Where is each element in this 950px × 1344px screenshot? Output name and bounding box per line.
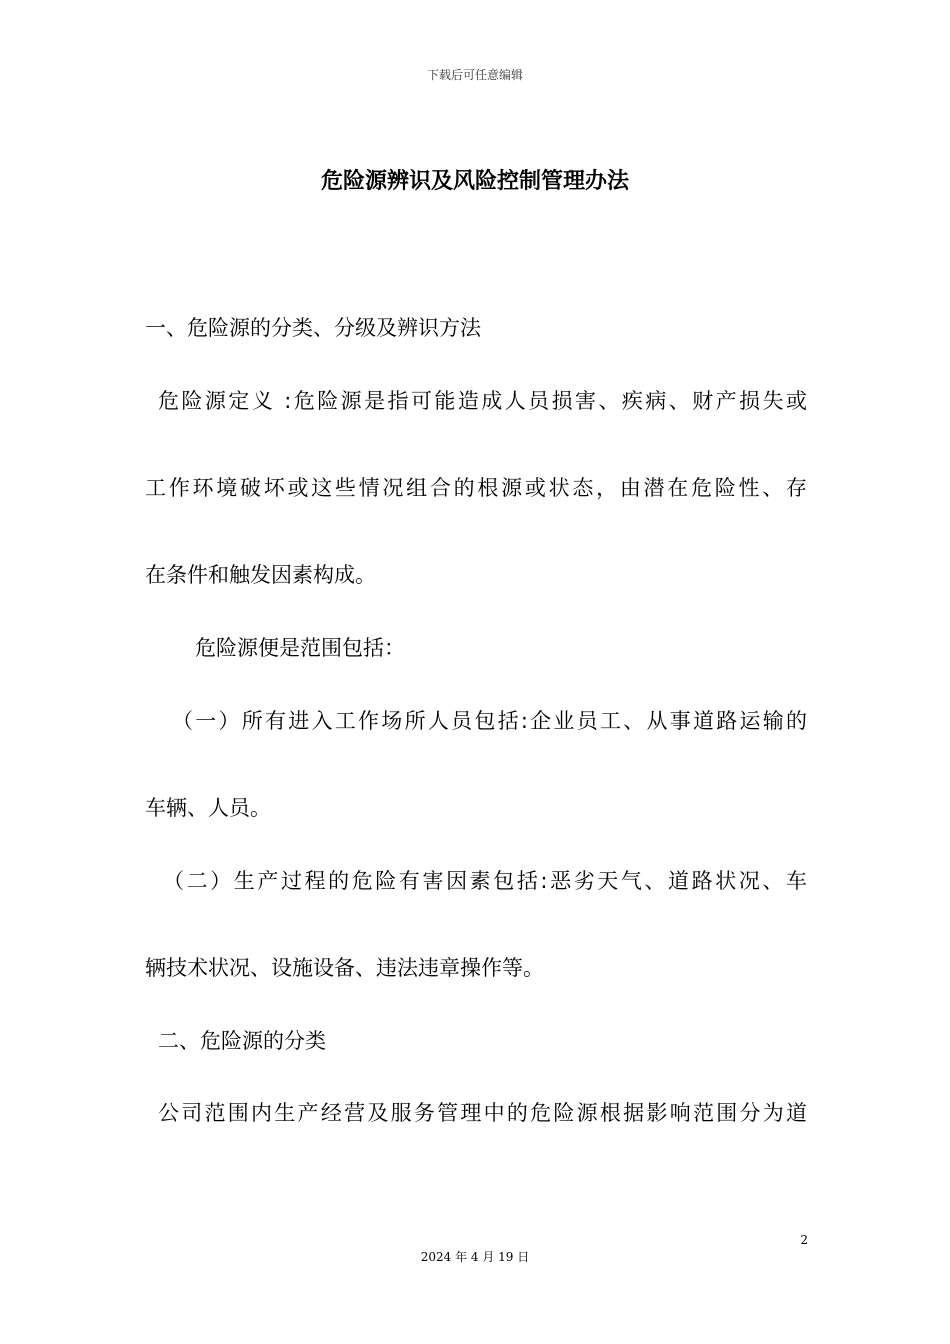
document-title: 危险源辨识及风险控制管理办法 [320, 169, 629, 194]
section-heading-2: 二、危险源的分类 [158, 1029, 326, 1053]
footer-date: 2024 年 4 月 19 日 [420, 1250, 530, 1264]
header-note: 下载后可任意编辑 [426, 68, 523, 82]
list-item-2: （二）生产过程的危险有害因素包括:恶劣天气、道路状况、车 [163, 869, 807, 893]
paragraph-line: 在条件和触发因素构成。 [145, 563, 376, 587]
paragraph-line: 危险源便是范围包括： [195, 636, 405, 660]
paragraph-line: 工作环境破坏或这些情况组合的根源或状态，由潜在危险性、存 [145, 476, 807, 500]
page-number: 2 [800, 1233, 808, 1247]
paragraph-line: 车辆、人员。 [145, 796, 271, 820]
list-item-1: （一）所有进入工作场所人员包括:企业员工、从事道路运输的 [172, 709, 807, 733]
paragraph-line: 辆技术状况、设施设备、违法违章操作等。 [145, 956, 544, 980]
paragraph-line: 公司范围内生产经营及服务管理中的危险源根据影响范围分为道 [158, 1101, 807, 1125]
paragraph-line: 危险源定义 :危险源是指可能造成人员损害、疾病、财产损失或 [158, 389, 807, 413]
section-heading-1: 一、危险源的分类、分级及辨识方法 [145, 316, 481, 340]
